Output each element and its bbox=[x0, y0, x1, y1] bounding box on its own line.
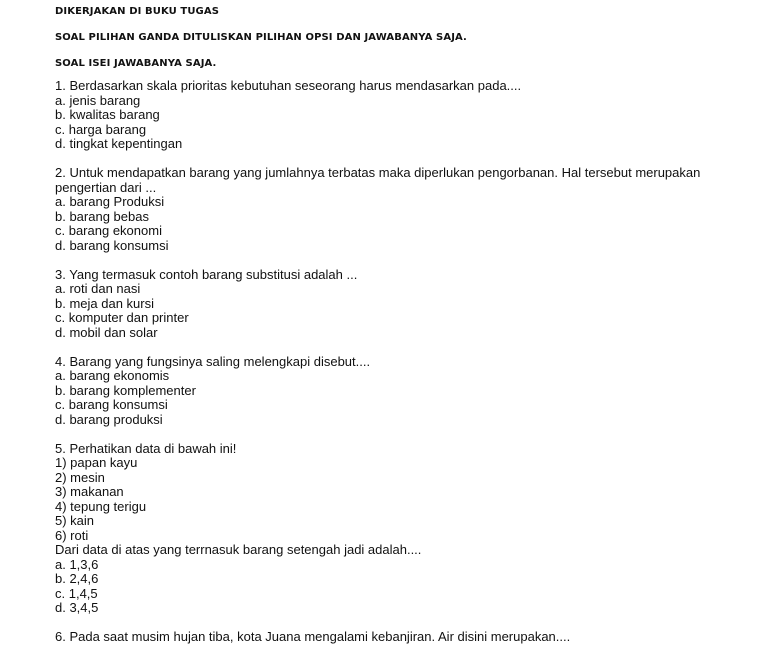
worksheet-page bbox=[55, 0, 755, 645]
question-stem: 3. Yang termasuk contoh barang substitusi adalah ... bbox=[55, 266, 358, 282]
answer-option: c. barang ekonomi bbox=[55, 223, 162, 238]
answer-option: c. barang konsumsi bbox=[55, 397, 168, 412]
question-2 bbox=[55, 166, 755, 253]
question-list bbox=[55, 79, 755, 645]
answer-option: d. barang produksi bbox=[55, 411, 163, 427]
question-stem: 2. Untuk mendapatkan barang yang jumlahnya terbatas maka diperlukan pengorbanan. Hal tersebut merupakan pengertian dari ... bbox=[55, 165, 701, 195]
question-prompt: Dari data di atas yang terrnasuk barang setengah jadi adalah.... bbox=[55, 542, 422, 557]
data-item: 1) papan kayu bbox=[55, 455, 138, 470]
question-stem: 5. Perhatikan data di bawah ini! bbox=[55, 440, 237, 456]
answer-option: b. 2,4,6 bbox=[55, 571, 99, 586]
answer-option: a. 1,3,6 bbox=[55, 556, 99, 572]
answer-option: a. barang Produksi bbox=[55, 194, 165, 209]
question-3 bbox=[55, 268, 755, 341]
answer-option: b. kwalitas barang bbox=[55, 107, 160, 122]
answer-option: b. meja dan kursi bbox=[55, 295, 154, 311]
question-stem: 4. Barang yang fungsinya saling melengkapi disebut.... bbox=[55, 353, 371, 369]
answer-option: b. barang komplementer bbox=[55, 382, 196, 398]
question-5 bbox=[55, 442, 755, 616]
question-4 bbox=[55, 355, 755, 428]
data-item: 6) roti bbox=[55, 527, 89, 543]
instruction-heading-1: DIKERJAKAN DI BUKU TUGAS bbox=[55, 6, 220, 17]
answer-option: c. harga barang bbox=[55, 121, 147, 137]
answer-option: a. roti dan nasi bbox=[55, 281, 141, 296]
answer-option: d. mobil dan solar bbox=[55, 324, 158, 340]
answer-option: a. jenis barang bbox=[55, 92, 141, 108]
question-stem: 6. Pada saat musim hujan tiba, kota Juana mengalami kebanjiran. Air disini merupakan.... bbox=[55, 629, 571, 644]
question-stem: 1. Berdasarkan skala prioritas kebutuhan seseorang harus mendasarkan pada.... bbox=[55, 78, 522, 93]
question-1 bbox=[55, 79, 755, 152]
data-item: 4) tepung terigu bbox=[55, 498, 147, 514]
instruction-heading-3: SOAL ISEI JAWABANYA SAJA. bbox=[55, 58, 217, 69]
answer-option: d. tingkat kepentingan bbox=[55, 136, 183, 151]
answer-option: d. barang konsumsi bbox=[55, 237, 169, 253]
answer-option: b. barang bebas bbox=[55, 208, 149, 224]
answer-option: a. barang ekonomis bbox=[55, 368, 170, 383]
data-item: 2) mesin bbox=[55, 469, 105, 485]
answer-option: c. 1,4,5 bbox=[55, 585, 98, 601]
question-6 bbox=[55, 630, 755, 645]
answer-option: c. komputer dan printer bbox=[55, 310, 189, 325]
instruction-heading-2: SOAL PILIHAN GANDA DITULISKAN PILIHAN OPSI DAN JAWABANYA SAJA. bbox=[55, 32, 467, 43]
data-item: 5) kain bbox=[55, 513, 95, 528]
data-item: 3) makanan bbox=[55, 484, 124, 499]
answer-option: d. 3,4,5 bbox=[55, 600, 99, 615]
